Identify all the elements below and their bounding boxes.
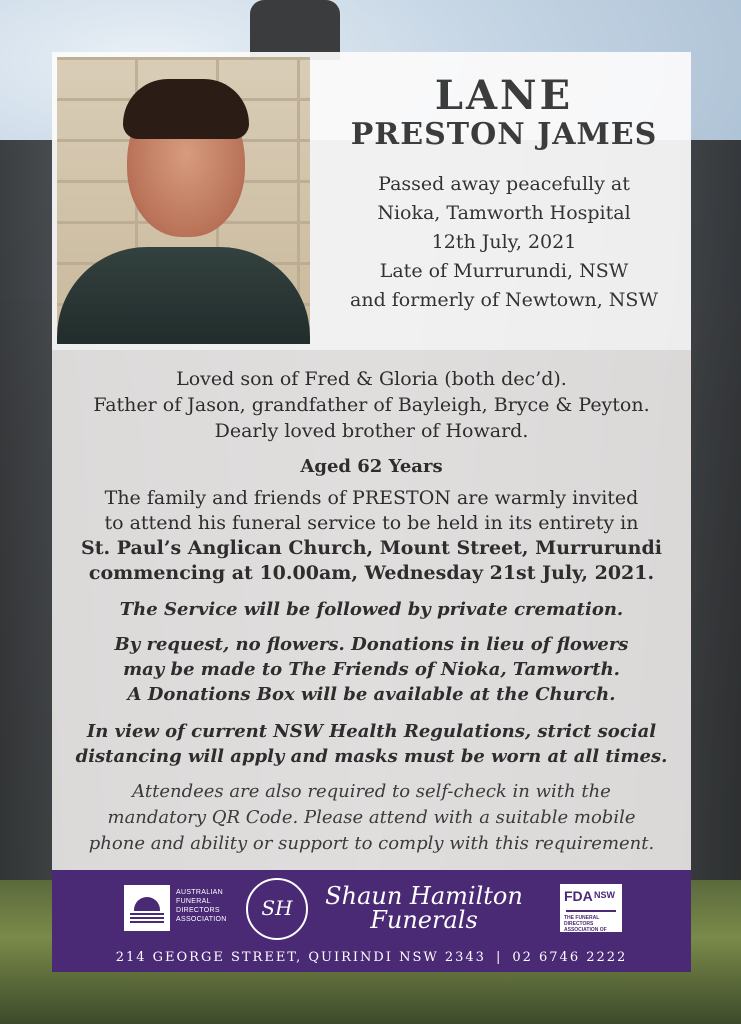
detail-line: 12th July, 2021 bbox=[431, 231, 577, 253]
family-line: Dearly loved brother of Howard. bbox=[214, 420, 529, 442]
qr-line: Attendees are also required to self-check in with the bbox=[132, 781, 611, 802]
detail-line: Late of Murrurundi, NSW bbox=[379, 260, 629, 282]
qr-checkin-note bbox=[52, 779, 691, 857]
detail-line: Nioka, Tamworth Hospital bbox=[377, 202, 631, 224]
covid-note bbox=[52, 719, 691, 769]
flowers-line: By request, no flowers. Donations in lieu of flowers bbox=[114, 634, 629, 655]
death-notice-card bbox=[52, 52, 691, 972]
phone-number: 02 6746 2222 bbox=[512, 950, 628, 965]
afda-line: ASSOCIATION bbox=[176, 916, 227, 923]
detail-line: Passed away peacefully at bbox=[378, 173, 630, 195]
flowers-note bbox=[52, 632, 691, 707]
funeral-time-text: commencing at 10.00am, Wednesday 21st July, 2021. bbox=[88, 562, 655, 584]
funeral-time bbox=[52, 561, 691, 586]
street-address: 214 GEORGE STREET, QUIRINDI NSW 2343 bbox=[115, 950, 486, 965]
brand-line: Shaun Hamilton bbox=[325, 882, 523, 910]
crest-initials: SH bbox=[261, 896, 293, 920]
fda-mark: FDA bbox=[564, 888, 593, 904]
funeral-details bbox=[52, 486, 691, 586]
notice-header-text bbox=[317, 52, 691, 315]
funeral-venue bbox=[52, 536, 691, 561]
funeral-venue-text: St. Paul’s Anglican Church, Mount Street, Murrurundi bbox=[81, 537, 662, 559]
family-line: Loved son of Fred & Gloria (both dec’d). bbox=[176, 368, 567, 390]
family-line: Father of Jason, grandfather of Bayleigh, Bryce & Peyton. bbox=[93, 394, 650, 416]
age: Aged 62 Years bbox=[300, 456, 443, 477]
covid-line: distancing will apply and masks must be worn at all times. bbox=[75, 746, 668, 767]
cremation-note: The Service will be followed by private cremation. bbox=[119, 599, 624, 620]
flowers-line: A Donations Box will be available at the Church. bbox=[127, 684, 616, 705]
funeral-home-name bbox=[314, 884, 534, 932]
portrait-photo bbox=[57, 57, 310, 344]
sh-crest-logo bbox=[246, 878, 308, 940]
surname: LANE bbox=[434, 72, 574, 119]
funeral-home-footer bbox=[52, 870, 691, 972]
fda-region: NSW bbox=[594, 890, 615, 900]
family-tribute bbox=[52, 366, 691, 444]
separator: | bbox=[495, 950, 503, 965]
fda-small-text: THE FUNERAL DIRECTORS ASSOCIATION OF NSW bbox=[564, 915, 607, 939]
notice-header-panel bbox=[52, 52, 691, 350]
brand-line: Funerals bbox=[370, 906, 478, 934]
sunset-shape bbox=[134, 897, 160, 911]
background-smokestack bbox=[250, 0, 340, 60]
qr-line: phone and ability or support to comply with this requirement. bbox=[88, 833, 655, 854]
afda-line: AUSTRALIAN bbox=[176, 889, 223, 896]
covid-line: In view of current NSW Health Regulations, strict social bbox=[86, 721, 657, 742]
fda-divider bbox=[566, 910, 616, 912]
funeral-line: The family and friends of PRESTON are warmly invited bbox=[104, 487, 639, 509]
funeral-line: to attend his funeral service to be held in its entirety in bbox=[104, 512, 639, 534]
contact-line bbox=[52, 950, 691, 965]
fda-nsw-logo-icon bbox=[560, 884, 622, 939]
afda-logo-icon bbox=[124, 885, 170, 931]
passing-details bbox=[317, 170, 691, 315]
photo-hair bbox=[123, 79, 249, 139]
flowers-line: may be made to The Friends of Nioka, Tamworth. bbox=[123, 659, 620, 680]
afda-line: FUNERAL bbox=[176, 898, 211, 905]
waves-shape bbox=[130, 913, 164, 923]
full-name: PRESTON JAMES bbox=[350, 117, 658, 152]
afda-name bbox=[176, 888, 227, 924]
qr-line: mandatory QR Code. Please attend with a suitable mobile bbox=[107, 807, 636, 828]
detail-line: and formerly of Newtown, NSW bbox=[350, 289, 658, 311]
afda-line: DIRECTORS bbox=[176, 907, 220, 914]
notice-body-panel bbox=[52, 350, 691, 870]
